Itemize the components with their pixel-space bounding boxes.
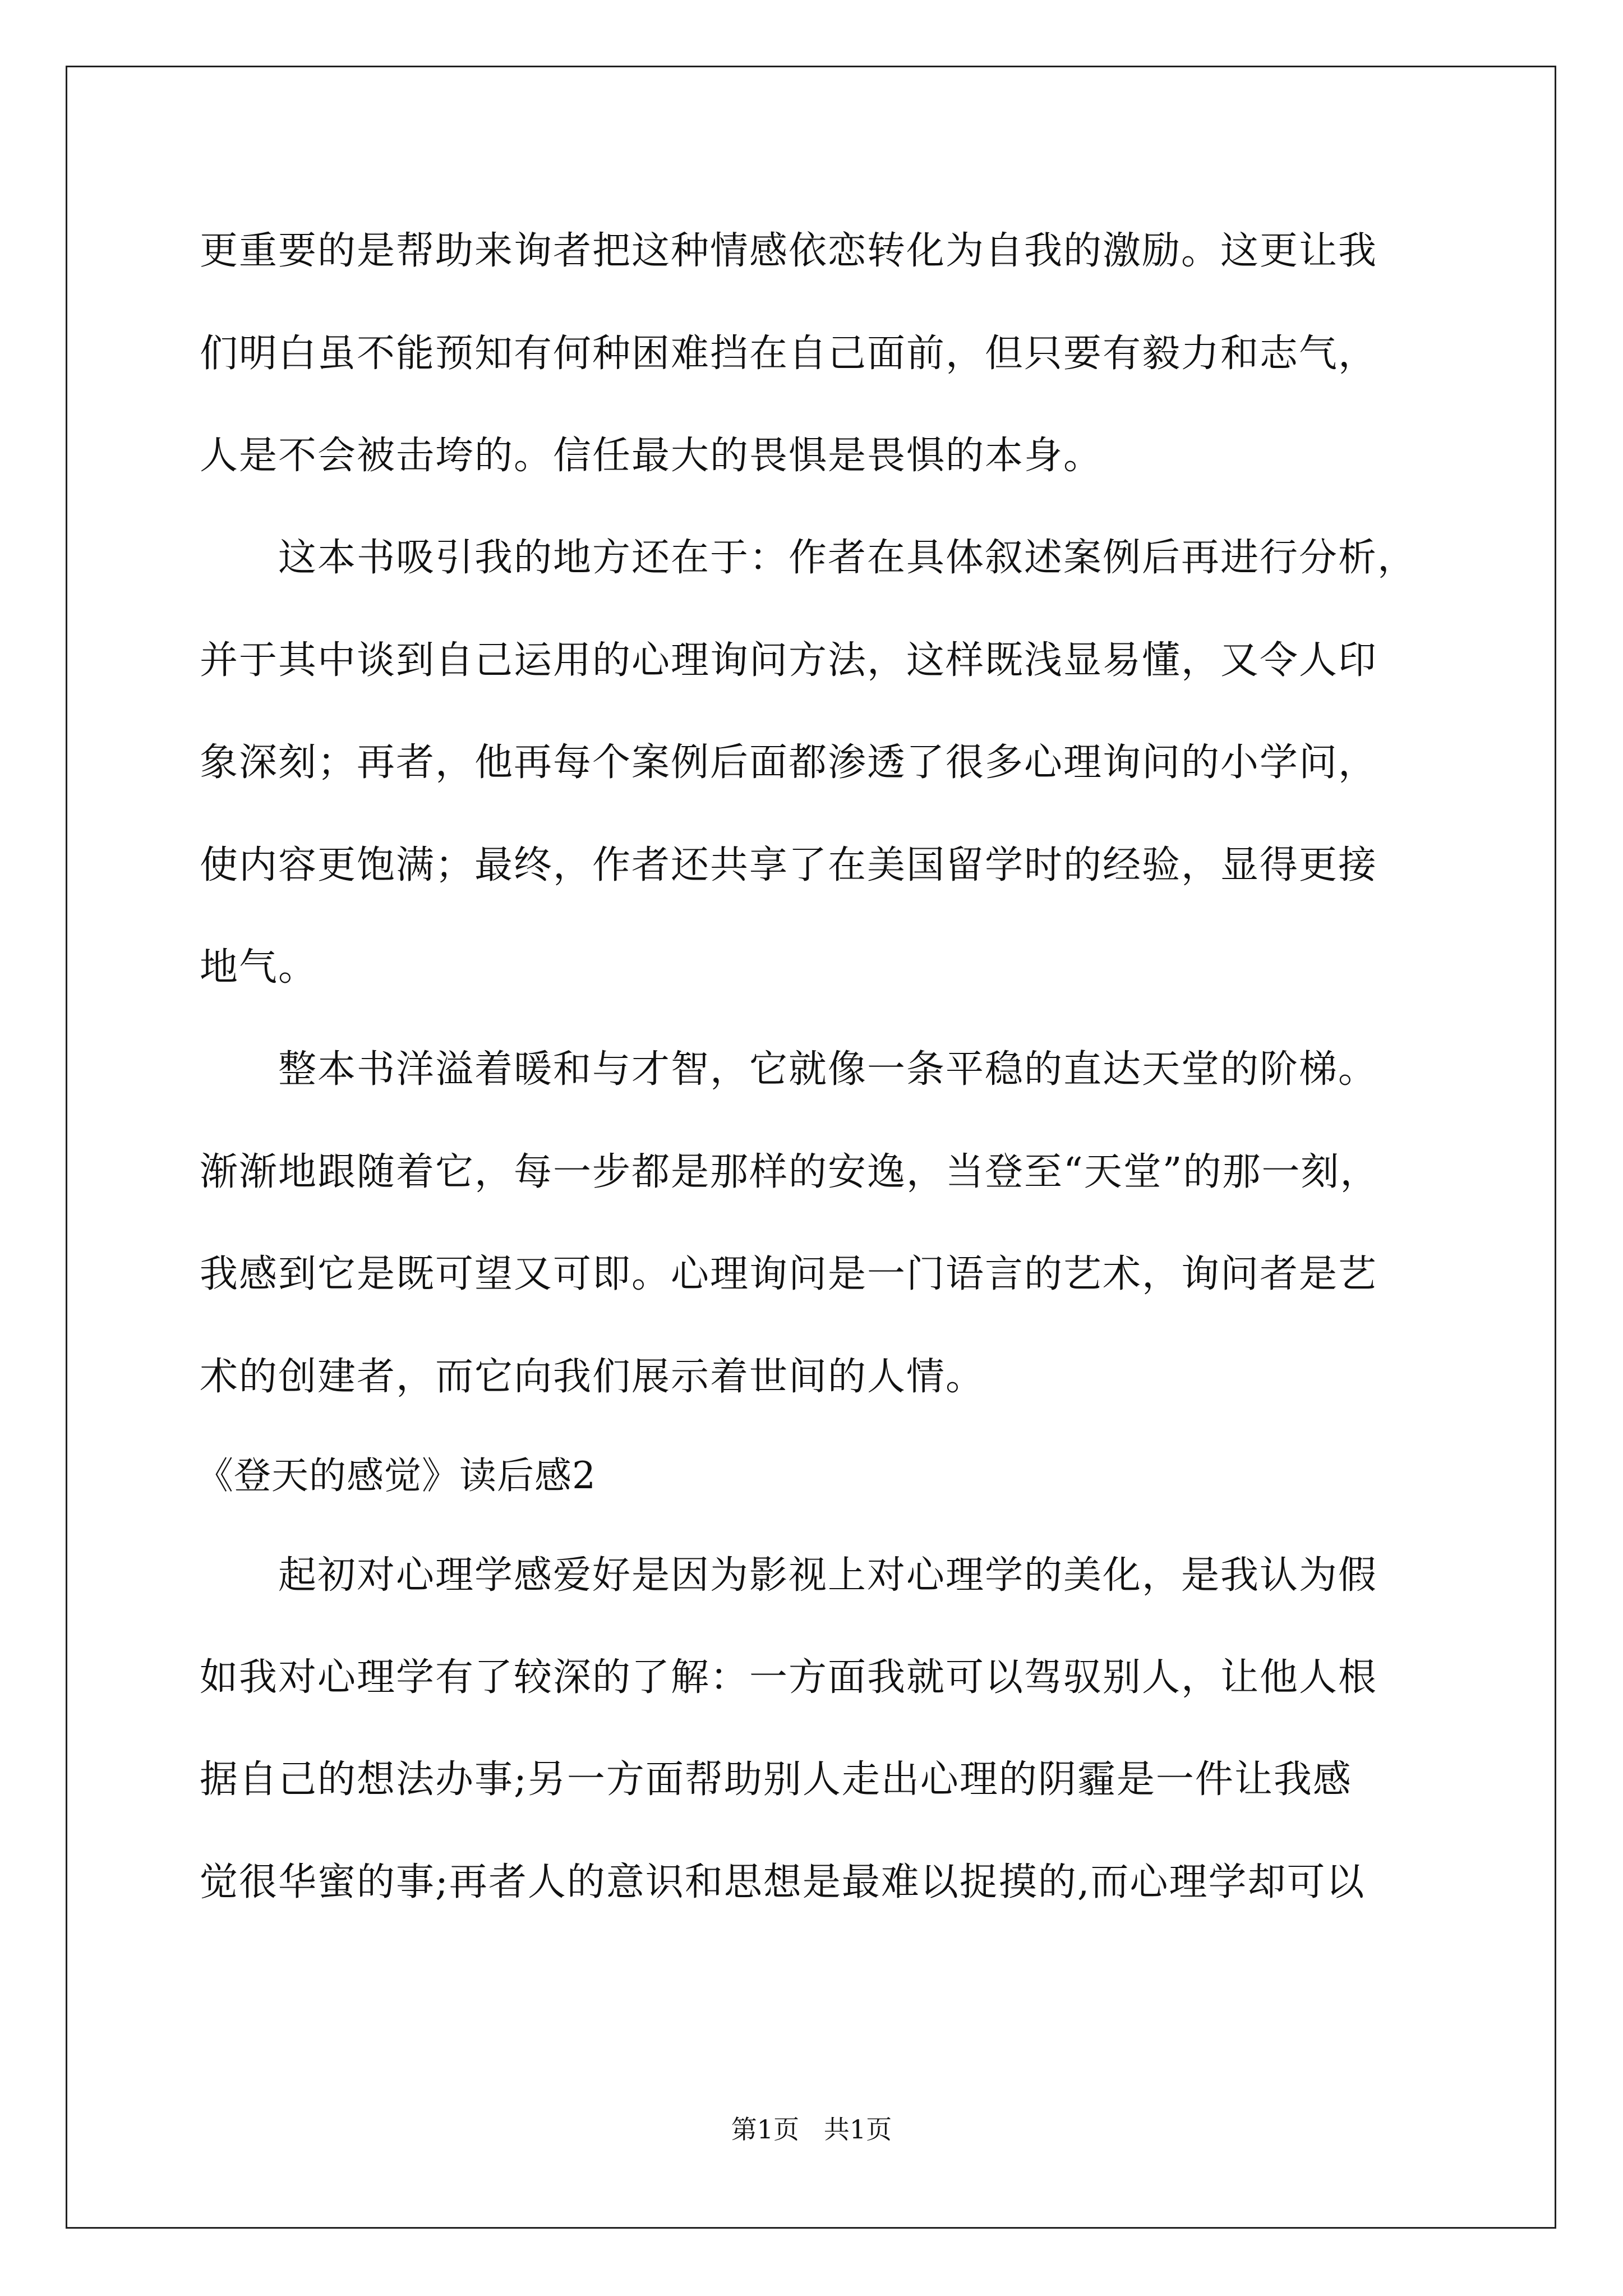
paragraph-line: 整本书洋溢着暖和与才智，它就像一条平稳的直达天堂的阶梯。 (278, 1047, 1378, 1092)
page-footer: 第1页 共1页 (731, 2114, 892, 2145)
paragraph-line: 渐渐地跟随着它，每一步都是那样的安逸，当登至“天堂”的那一刻， (200, 1150, 1380, 1194)
paragraph-line: 术的创建者，而它向我们展示着世间的人情。 (200, 1355, 985, 1399)
paragraph-line: 们明白虽不能预知有何种困难挡在自己面前，但只要有毅力和志气， (200, 332, 1378, 376)
paragraph-line: 我感到它是既可望又可即。心理询问是一门语言的艺术，询问者是艺 (200, 1252, 1378, 1296)
paragraph-line: 这本书吸引我的地方还在于：作者在具体叙述案例后再进行分析， (278, 536, 1417, 580)
paragraph-line: 据自己的想法办事;另一方面帮助别人走出心理的阴霾是一件让我感 (200, 1757, 1352, 1802)
paragraph-line: 觉很华蜜的事;再者人的意识和思想是最难以捉摸的,而心理学却可以 (200, 1860, 1366, 1904)
paragraph-line: 更重要的是帮助来询者把这种情感依恋转化为自我的激励。这更让我 (200, 229, 1378, 273)
paragraph-line: 人是不会被击垮的。信任最大的畏惧是畏惧的本身。 (200, 434, 1103, 478)
paragraph-line: 起初对心理学感爱好是因为影视上对心理学的美化，是我认为假 (278, 1553, 1378, 1598)
paragraph-line: 象深刻；再者，他再每个案例后面都渗透了很多心理询问的小学问， (200, 740, 1378, 785)
paragraph-line: 并于其中谈到自己运用的心理询问方法，这样既浅显易懂，又令人印 (200, 638, 1378, 683)
paragraph-line: 如我对心理学有了较深的了解：一方面我就可以驾驭别人，让他人根 (200, 1655, 1378, 1700)
paragraph-line: 地气。 (200, 945, 318, 990)
paragraph-line: 使内容更饱满；最终，作者还共享了在美国留学时的经验，显得更接 (200, 843, 1378, 887)
section-heading: 《登天的感觉》读后感2 (196, 1454, 596, 1497)
